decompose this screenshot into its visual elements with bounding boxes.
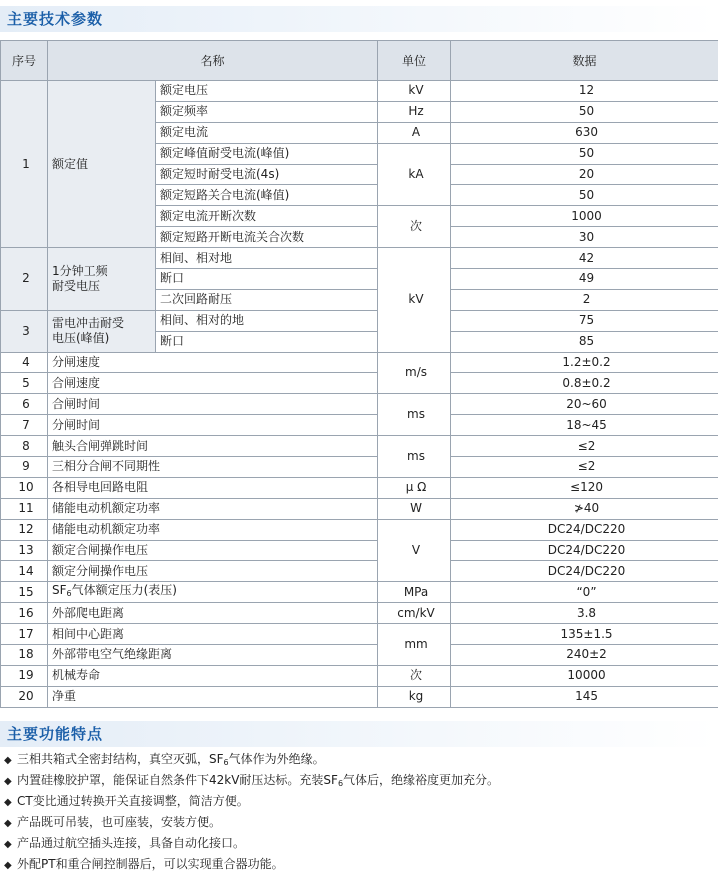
row-name: 三相分合闸不同期性 xyxy=(48,457,378,478)
unit-cell: μ Ω xyxy=(378,477,451,498)
value-cell: 10000 xyxy=(451,665,718,686)
feature-text: CT变比通过转换开关直接调整，简洁方便。 xyxy=(17,794,249,808)
table-row xyxy=(1,436,718,457)
feature-text: 内置硅橡胶护罩，能保证自然条件下42kV耐压达标。充装SF xyxy=(17,773,338,787)
sub-name: 断口 xyxy=(156,331,378,352)
value-cell: 50 xyxy=(451,143,718,164)
table-header-row xyxy=(1,41,718,81)
sub-name: 额定频率 xyxy=(156,101,378,122)
row-name: 分闸速度 xyxy=(48,352,378,373)
table-row xyxy=(1,665,718,686)
feature-subscript: 6 xyxy=(337,779,344,788)
spec-table xyxy=(0,40,718,708)
value-cell: DC24/DC220 xyxy=(451,519,718,540)
sub-name: 额定峰值耐受电流(峰值) xyxy=(156,143,378,164)
table-row xyxy=(1,415,718,436)
sub-name: 额定短路开断电流关合次数 xyxy=(156,227,378,248)
feature-text: 产品既可吊装，也可座装，安装方便。 xyxy=(17,815,222,829)
value-cell: 630 xyxy=(451,122,718,143)
sub-name: 额定短时耐受电流(4s) xyxy=(156,164,378,185)
row-seq: 6 xyxy=(1,394,48,415)
value-cell: “0” xyxy=(451,582,718,603)
value-cell: 50 xyxy=(451,101,718,122)
row-name: 储能电动机额定功率 xyxy=(48,519,378,540)
sf-suffix: 气体额定压力(表压) xyxy=(71,583,177,598)
row-seq: 3 xyxy=(1,310,48,352)
unit-cell: kV xyxy=(378,81,451,102)
row-seq: 17 xyxy=(1,624,48,645)
diamond-bullet-icon: ◆ xyxy=(4,797,12,808)
value-cell: 42 xyxy=(451,248,718,269)
table-row xyxy=(1,645,718,666)
row-seq: 15 xyxy=(1,582,48,603)
feature-item xyxy=(4,854,499,875)
unit-cell: 次 xyxy=(378,206,451,248)
table-row xyxy=(1,603,718,624)
diamond-bullet-icon: ◆ xyxy=(4,839,12,850)
row-name: 净重 xyxy=(48,686,378,707)
row-seq: 16 xyxy=(1,603,48,624)
table-row xyxy=(1,561,718,582)
row-name: 合闸速度 xyxy=(48,373,378,394)
table-row xyxy=(1,477,718,498)
unit-cell: A xyxy=(378,122,451,143)
features-section-header xyxy=(0,721,718,747)
unit-cell: ms xyxy=(378,394,451,436)
row-name: 外部带电空气绝缘距离 xyxy=(48,645,378,666)
group-name: 额定值 xyxy=(48,81,156,248)
row-seq: 19 xyxy=(1,665,48,686)
value-cell: 20 xyxy=(451,164,718,185)
value-cell: 2 xyxy=(451,289,718,310)
unit-cell: ms xyxy=(378,436,451,478)
row-seq: 10 xyxy=(1,477,48,498)
header-name: 名称 xyxy=(48,41,378,81)
row-seq: 14 xyxy=(1,561,48,582)
value-cell: ≤2 xyxy=(451,457,718,478)
value-cell: 30 xyxy=(451,227,718,248)
sub-name: 相间、相对地 xyxy=(156,248,378,269)
value-cell: 50 xyxy=(451,185,718,206)
value-cell: 18~45 xyxy=(451,415,718,436)
diamond-bullet-icon: ◆ xyxy=(4,860,12,871)
unit-cell: kV xyxy=(378,248,451,352)
row-seq: 7 xyxy=(1,415,48,436)
table-row xyxy=(1,519,718,540)
feature-item xyxy=(4,812,499,833)
row-seq: 18 xyxy=(1,645,48,666)
value-cell: ≤2 xyxy=(451,436,718,457)
unit-cell: mm xyxy=(378,624,451,666)
feature-subscript: 6 xyxy=(223,758,229,767)
sub-name: 二次回路耐压 xyxy=(156,289,378,310)
unit-cell: kg xyxy=(378,686,451,707)
sub-name: 额定短路关合电流(峰值) xyxy=(156,185,378,206)
sub-name: 额定电流开断次数 xyxy=(156,206,378,227)
feature-text: 三相共箱式全密封结构，真空灭弧，SF xyxy=(17,752,224,766)
features-section-title: 主要功能特点 xyxy=(7,725,104,743)
row-seq: 13 xyxy=(1,540,48,561)
row-seq: 8 xyxy=(1,436,48,457)
header-data: 数据 xyxy=(451,41,718,81)
feature-text: 气体作为外绝缘。 xyxy=(228,752,325,766)
row-name xyxy=(48,582,378,603)
value-cell: DC24/DC220 xyxy=(451,540,718,561)
table-row xyxy=(1,373,718,394)
row-seq: 9 xyxy=(1,457,48,478)
unit-cell: cm/kV xyxy=(378,603,451,624)
feature-text: 外配PT和重合闸控制器后，可以实现重合器功能。 xyxy=(17,857,284,871)
value-cell: ≯40 xyxy=(451,498,718,519)
features-list xyxy=(4,749,499,875)
feature-item xyxy=(4,791,499,812)
row-name: 触头合闸弹跳时间 xyxy=(48,436,378,457)
value-cell: 0.8±0.2 xyxy=(451,373,718,394)
row-seq: 2 xyxy=(1,248,48,311)
row-seq: 11 xyxy=(1,498,48,519)
diamond-bullet-icon: ◆ xyxy=(4,818,12,829)
feature-item xyxy=(4,770,499,791)
row-name: 机械寿命 xyxy=(48,665,378,686)
row-seq: 20 xyxy=(1,686,48,707)
sub-name: 额定电压 xyxy=(156,81,378,102)
row-name: 各相导电回路电阻 xyxy=(48,477,378,498)
spec-section-header xyxy=(0,6,718,32)
feature-text: 气体后，绝缘裕度更加充分。 xyxy=(343,773,500,787)
value-cell: 135±1.5 xyxy=(451,624,718,645)
table-row xyxy=(1,582,718,603)
table-row xyxy=(1,81,718,102)
group-name: 雷电冲击耐受 电压(峰值) xyxy=(48,310,156,352)
header-seq: 序号 xyxy=(1,41,48,81)
unit-cell: m/s xyxy=(378,352,451,394)
diamond-bullet-icon: ◆ xyxy=(4,776,12,787)
row-seq: 12 xyxy=(1,519,48,540)
value-cell: 240±2 xyxy=(451,645,718,666)
unit-cell: W xyxy=(378,498,451,519)
sub-name: 额定电流 xyxy=(156,122,378,143)
row-name: 相间中心距离 xyxy=(48,624,378,645)
unit-cell: Hz xyxy=(378,101,451,122)
row-seq: 4 xyxy=(1,352,48,373)
row-seq: 1 xyxy=(1,81,48,248)
value-cell: ≤120 xyxy=(451,477,718,498)
table-row xyxy=(1,310,718,331)
row-seq: 5 xyxy=(1,373,48,394)
value-cell: 1.2±0.2 xyxy=(451,352,718,373)
unit-cell: 次 xyxy=(378,665,451,686)
table-row xyxy=(1,352,718,373)
value-cell: 3.8 xyxy=(451,603,718,624)
value-cell: 75 xyxy=(451,310,718,331)
table-row xyxy=(1,394,718,415)
table-row xyxy=(1,457,718,478)
unit-cell: MPa xyxy=(378,582,451,603)
row-name: 储能电动机额定功率 xyxy=(48,498,378,519)
value-cell: 20~60 xyxy=(451,394,718,415)
value-cell: 1000 xyxy=(451,206,718,227)
feature-item xyxy=(4,833,499,854)
spec-section-title: 主要技术参数 xyxy=(7,10,104,28)
feature-text: 产品通过航空插头连接，具备自动化接口。 xyxy=(17,836,246,850)
value-cell: 85 xyxy=(451,331,718,352)
table-row xyxy=(1,498,718,519)
row-name: 合闸时间 xyxy=(48,394,378,415)
row-name: 分闸时间 xyxy=(48,415,378,436)
group-name: 1分钟工频 耐受电压 xyxy=(48,248,156,311)
value-cell: 49 xyxy=(451,269,718,290)
sub-name: 相间、相对的地 xyxy=(156,310,378,331)
sf-prefix: SF xyxy=(52,583,67,598)
unit-cell: kA xyxy=(378,143,451,206)
table-row xyxy=(1,248,718,269)
table-row xyxy=(1,686,718,707)
value-cell: 145 xyxy=(451,686,718,707)
feature-item xyxy=(4,749,499,770)
sub-name: 断口 xyxy=(156,269,378,290)
diamond-bullet-icon: ◆ xyxy=(4,755,12,766)
table-row xyxy=(1,624,718,645)
row-name: 额定分闸操作电压 xyxy=(48,561,378,582)
value-cell: DC24/DC220 xyxy=(451,561,718,582)
unit-cell: V xyxy=(378,519,451,582)
sf-subscript: 6 xyxy=(66,589,72,599)
header-unit: 单位 xyxy=(378,41,451,81)
row-name: 额定合闸操作电压 xyxy=(48,540,378,561)
table-row xyxy=(1,540,718,561)
row-name: 外部爬电距离 xyxy=(48,603,378,624)
value-cell: 12 xyxy=(451,81,718,102)
